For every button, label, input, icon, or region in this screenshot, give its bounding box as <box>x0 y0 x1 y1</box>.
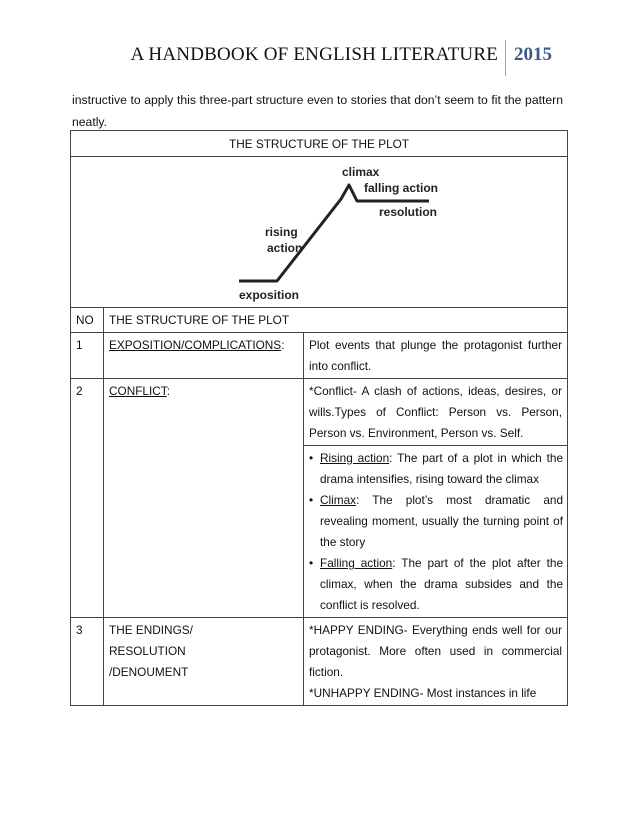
row-name-suffix: : <box>166 384 170 398</box>
header-year: 2015 <box>514 44 552 65</box>
row-name-suffix: : <box>281 338 285 352</box>
row-name: EXPOSITION/COMPLICATIONS <box>109 338 282 352</box>
list-item <box>309 448 563 490</box>
col-header-no: NO <box>71 308 104 333</box>
diagram-label-climax: climax <box>342 165 380 179</box>
row-description: Plot events that plunge the protagonist further into conflict. <box>304 333 568 379</box>
plot-diagram-cell <box>71 157 568 308</box>
diagram-label-falling-action: falling action <box>364 181 439 195</box>
bullet-icon: • <box>309 451 314 465</box>
row-name-line: /DENOUMENT <box>109 665 189 679</box>
col-header-structure: THE STRUCTURE OF THE PLOT <box>104 308 568 333</box>
page-header <box>0 0 638 80</box>
row-name-cell <box>104 618 304 706</box>
plot-diagram <box>189 157 449 307</box>
table-title-row <box>71 131 568 157</box>
row-number: 1 <box>71 333 104 379</box>
unhappy-ending-text: *UNHAPPY ENDING- Most instances in life <box>309 686 537 700</box>
row-name-cell <box>104 333 304 379</box>
list-item <box>309 553 563 616</box>
term-text: : The part of the plot after the climax, when the drama subsides and the conflict is resolved. <box>320 556 564 612</box>
table-row <box>71 379 568 446</box>
row-name-line: RESOLUTION <box>109 644 186 658</box>
header-separator <box>505 40 506 76</box>
row-number: 3 <box>71 618 104 706</box>
row-name-line: THE ENDINGS/ <box>109 623 193 637</box>
plot-elements-list <box>309 448 563 616</box>
diagram-label-action: action <box>267 241 303 255</box>
table-row <box>71 618 568 706</box>
term: Climax <box>320 493 357 507</box>
happy-ending-text: *HAPPY ENDING- Everything ends well for our protagonist. More often used in commercial fiction. <box>309 623 563 679</box>
row-number: 2 <box>71 379 104 446</box>
diagram-label-exposition: exposition <box>239 288 300 302</box>
header-title: A HANDBOOK OF ENGLISH LITERATURE <box>130 44 498 65</box>
term-text: : The plot’s most dramatic and revealing moment, usually the turning point of the story <box>320 493 564 549</box>
term: Rising action <box>320 451 390 465</box>
list-item <box>309 490 563 553</box>
row-number-empty <box>71 446 104 618</box>
table-row <box>71 333 568 379</box>
row-name: CONFLICT <box>109 384 167 398</box>
row-description: *Conflict- A clash of actions, ideas, desires, or wills.Types of Conflict: Person vs. Person, Person vs. Environment, Person vs. Self. <box>304 379 568 446</box>
plot-structure-table <box>70 130 568 706</box>
diagram-row <box>71 157 568 308</box>
intro-paragraph: instructive to apply this three-part structure even to stories that don’t seem to fit the pattern neatly. <box>72 93 563 129</box>
term: Falling action <box>320 556 393 570</box>
row-description <box>304 618 568 706</box>
table-title: THE STRUCTURE OF THE PLOT <box>71 131 568 157</box>
header-row <box>71 308 568 333</box>
term-text: : The part of a plot in which the drama intensifies, rising toward the climax <box>320 451 564 486</box>
diagram-label-resolution: resolution <box>379 205 438 219</box>
bullet-icon: • <box>309 493 314 507</box>
diagram-label-rising: rising <box>265 225 298 239</box>
bullet-icon: • <box>309 556 314 570</box>
plot-elements-cell <box>304 446 568 618</box>
row-name-cell <box>104 379 304 618</box>
